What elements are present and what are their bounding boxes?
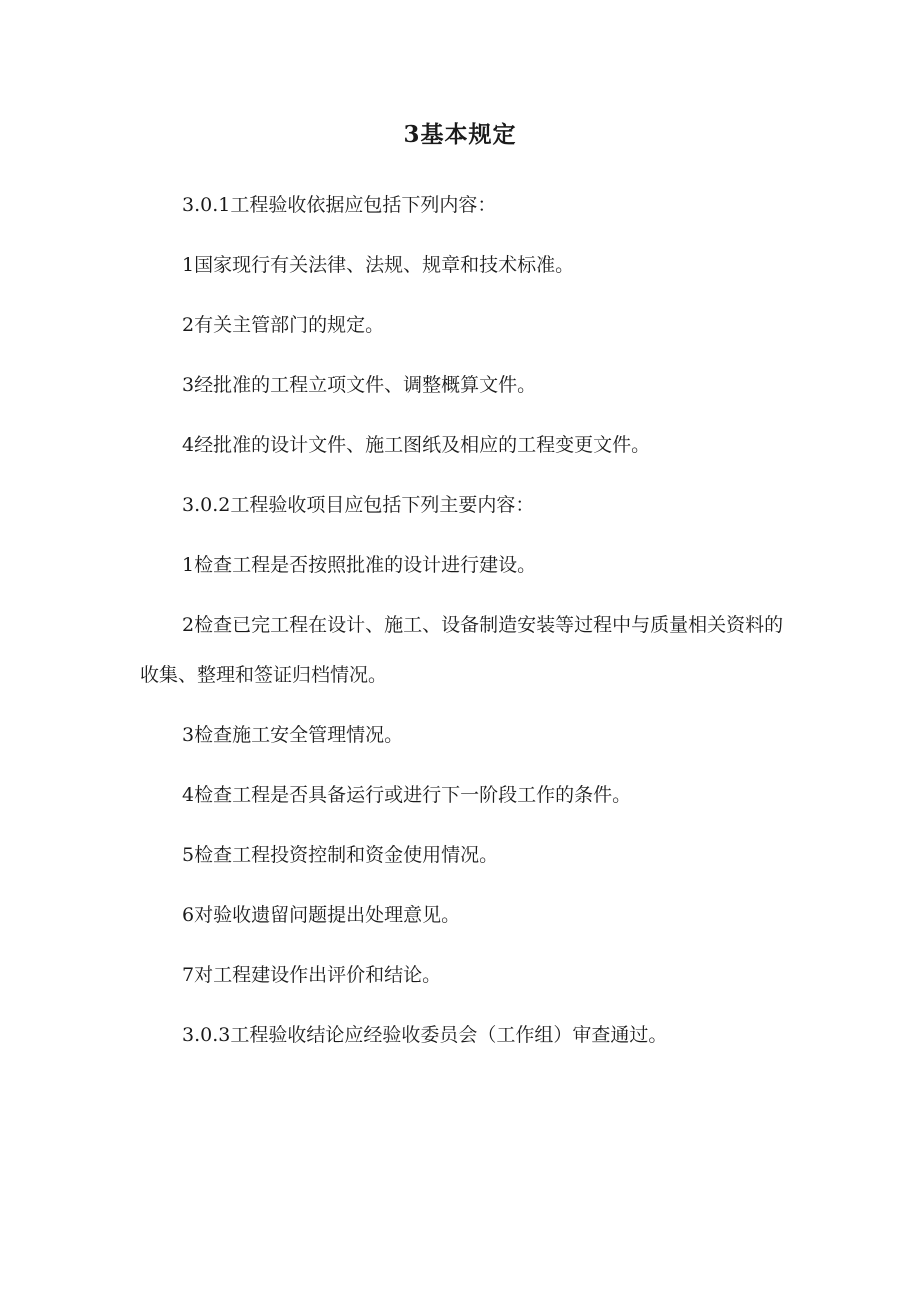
list-item: 6对验收遗留问题提出处理意见。 [182,904,461,926]
list-item: 1检查工程是否按照批准的设计进行建设。 [182,554,537,576]
list-item: 5检查工程投资控制和资金使用情况。 [182,844,499,866]
section-body [140,190,790,1080]
list-item: 1国家现行有关法律、法规、规章和技术标准。 [182,254,575,276]
list-item: 4经批准的设计文件、施工图纸及相应的工程变更文件。 [182,434,651,456]
section-title: 3基本规定 [403,121,517,148]
list-item: 4检查工程是否具备运行或进行下一阶段工作的条件。 [182,784,632,806]
list-item: 2检查已完工程在设计、施工、设备制造安装等过程中与质量相关资料的收集、整理和签证归档情况。 [140,614,784,686]
list-item: 7对工程建设作出评价和结论。 [182,964,442,986]
list-item: 3检查施工安全管理情况。 [182,724,404,746]
list-item: 2有关主管部门的规定。 [182,314,385,336]
clause-3-0-1: 3.0.1工程验收依据应包括下列内容： [182,194,497,216]
list-item: 3经批准的工程立项文件、调整概算文件。 [182,374,537,396]
clause-3-0-2: 3.0.2工程验收项目应包括下列主要内容： [182,494,535,516]
clause-3-0-3: 3.0.3工程验收结论应经验收委员会（工作组）审查通过。 [182,1024,668,1046]
